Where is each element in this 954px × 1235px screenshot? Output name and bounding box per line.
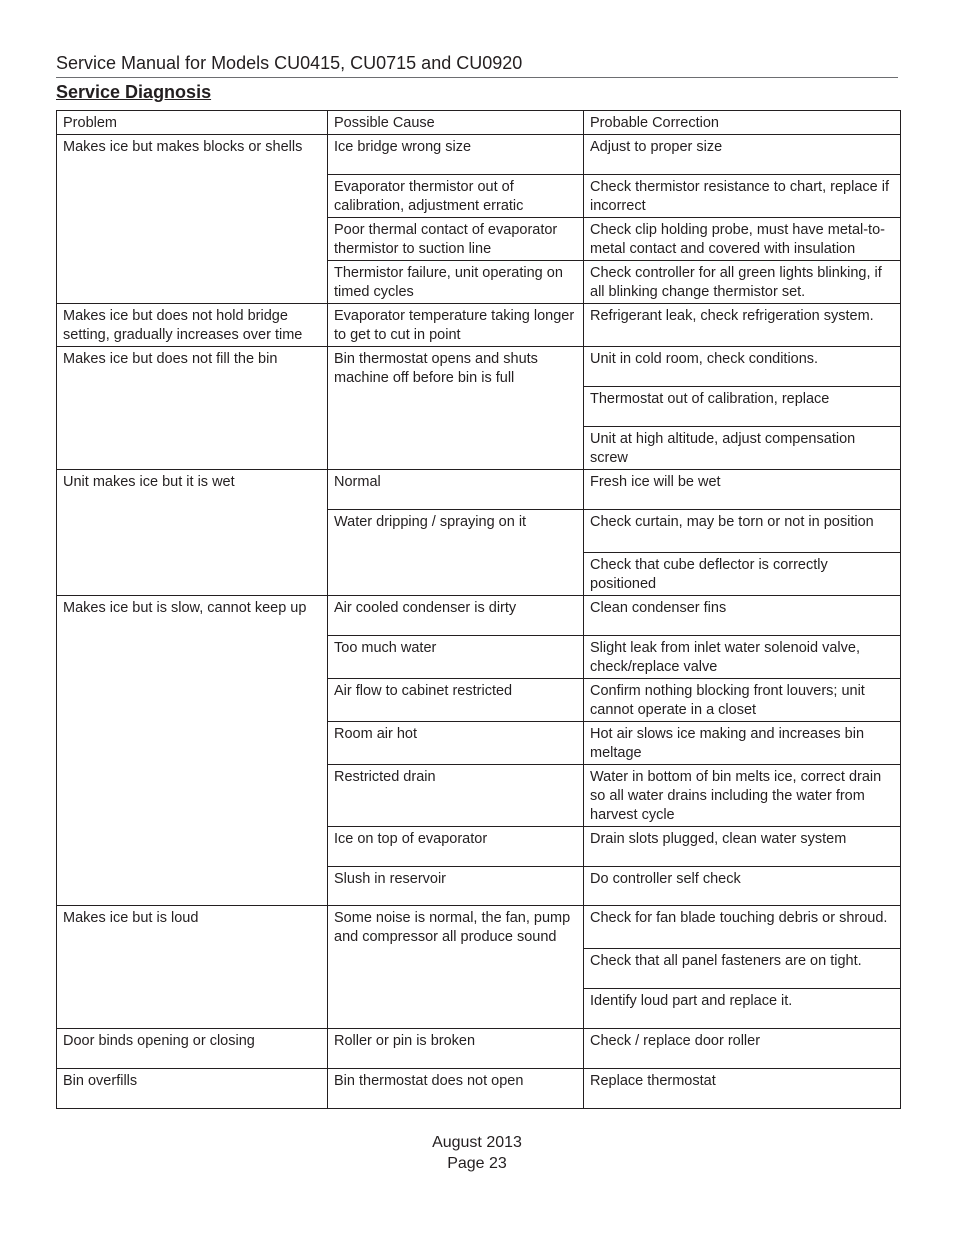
table-row [57, 470, 901, 510]
correction-cell: Check clip holding probe, must have metal-to-metal contact and covered with insulation [584, 218, 901, 261]
cause-cell: Normal [328, 470, 584, 510]
correction-cell: Check curtain, may be torn or not in position [584, 510, 901, 553]
diagnosis-table [56, 110, 901, 1109]
cause-cell: Ice bridge wrong size [328, 135, 584, 175]
correction-cell: Slight leak from inlet water solenoid valve, check/replace valve [584, 636, 901, 679]
correction-cell: Check controller for all green lights blinking, if all blinking change thermistor set. [584, 261, 901, 304]
problem-cell: Makes ice but makes blocks or shells [57, 135, 328, 304]
table-row [57, 304, 901, 347]
table-row [57, 347, 901, 387]
cause-cell: Bin thermostat does not open [328, 1069, 584, 1109]
problem-cell: Door binds opening or closing [57, 1029, 328, 1069]
cause-cell: Poor thermal contact of evaporator thermistor to suction line [328, 218, 584, 261]
correction-cell: Unit in cold room, check conditions. [584, 347, 901, 387]
correction-cell: Check that all panel fasteners are on tight. [584, 949, 901, 989]
table-row [57, 1029, 901, 1069]
cause-cell: Restricted drain [328, 765, 584, 827]
correction-cell: Unit at high altitude, adjust compensation screw [584, 427, 901, 470]
cause-cell: Too much water [328, 636, 584, 679]
correction-cell: Refrigerant leak, check refrigeration system. [584, 304, 901, 347]
header-divider [56, 77, 898, 78]
problem-cell: Bin overfills [57, 1069, 328, 1109]
correction-cell: Clean condenser fins [584, 596, 901, 636]
cause-cell: Some noise is normal, the fan, pump and compressor all produce sound [328, 906, 584, 1029]
correction-cell: Fresh ice will be wet [584, 470, 901, 510]
problem-cell: Makes ice but does not hold bridge setting, gradually increases over time [57, 304, 328, 347]
correction-cell: Hot air slows ice making and increases bin meltage [584, 722, 901, 765]
cause-cell: Evaporator temperature taking longer to get to cut in point [328, 304, 584, 347]
manual-title: Service Manual for Models CU0415, CU0715 and CU0920 [56, 53, 523, 73]
cause-cell: Slush in reservoir [328, 867, 584, 906]
section-title: Service Diagnosis [56, 82, 212, 102]
footer-page-number: Page 23 [447, 1155, 507, 1172]
cause-cell: Room air hot [328, 722, 584, 765]
cause-cell: Thermistor failure, unit operating on timed cycles [328, 261, 584, 304]
cause-cell: Air cooled condenser is dirty [328, 596, 584, 636]
correction-cell: Thermostat out of calibration, replace [584, 387, 901, 427]
problem-cell: Unit makes ice but it is wet [57, 470, 328, 596]
correction-cell: Check / replace door roller [584, 1029, 901, 1069]
problem-cell: Makes ice but is loud [57, 906, 328, 1029]
cause-cell: Air flow to cabinet restricted [328, 679, 584, 722]
cause-cell: Bin thermostat opens and shuts machine off before bin is full [328, 347, 584, 470]
correction-cell: Adjust to proper size [584, 135, 901, 175]
header-correction: Probable Correction [584, 111, 901, 135]
correction-cell: Do controller self check [584, 867, 901, 906]
correction-cell: Identify loud part and replace it. [584, 989, 901, 1029]
correction-cell: Drain slots plugged, clean water system [584, 827, 901, 867]
table-row [57, 596, 901, 636]
correction-cell: Check that cube deflector is correctly positioned [584, 553, 901, 596]
footer-date: August 2013 [432, 1134, 522, 1151]
problem-cell: Makes ice but is slow, cannot keep up [57, 596, 328, 906]
correction-cell: Confirm nothing blocking front louvers; unit cannot operate in a closet [584, 679, 901, 722]
cause-cell: Ice on top of evaporator [328, 827, 584, 867]
correction-cell: Replace thermostat [584, 1069, 901, 1109]
cause-cell: Roller or pin is broken [328, 1029, 584, 1069]
table-row [57, 906, 901, 949]
correction-cell: Water in bottom of bin melts ice, correct drain so all water drains including the water from harvest cycle [584, 765, 901, 827]
table-row [57, 135, 901, 175]
correction-cell: Check thermistor resistance to chart, replace if incorrect [584, 175, 901, 218]
correction-cell: Check for fan blade touching debris or shroud. [584, 906, 901, 949]
table-row [57, 1069, 901, 1109]
problem-cell: Makes ice but does not fill the bin [57, 347, 328, 470]
header-problem: Problem [57, 111, 328, 135]
cause-cell: Water dripping / spraying on it [328, 510, 584, 596]
header-cause: Possible Cause [328, 111, 584, 135]
table-header-row [57, 111, 901, 135]
cause-cell: Evaporator thermistor out of calibration, adjustment erratic [328, 175, 584, 218]
